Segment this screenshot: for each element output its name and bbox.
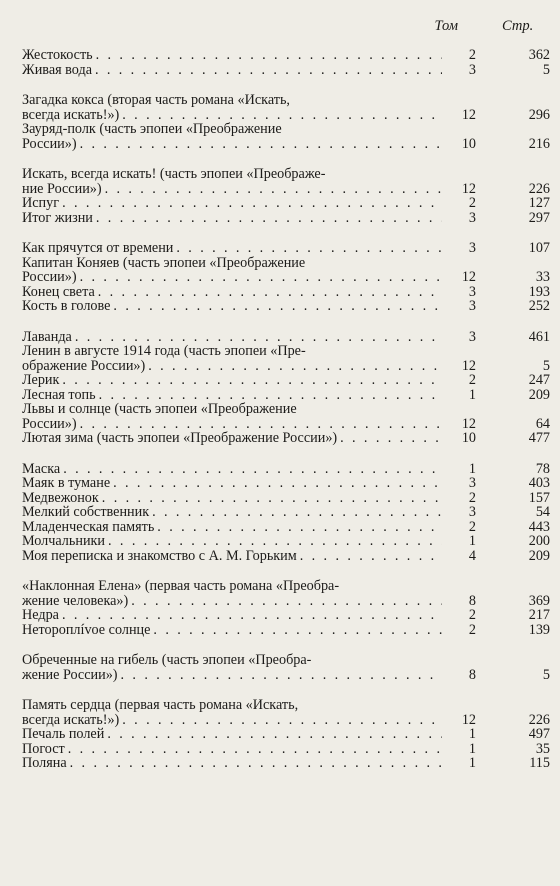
entry-title-line: Нетороплívое солнце: [22, 621, 151, 638]
entry-volume: 3: [468, 298, 476, 314]
entry-page: 297: [528, 209, 550, 226]
index-entry: [22, 344, 550, 373]
index-entry: [22, 48, 550, 63]
entry-page: 362: [528, 47, 550, 63]
dot-leader: [75, 330, 442, 345]
entry-page: 139: [528, 621, 550, 638]
entry-title-line: «Наклонная Елена» (первая часть романа «Преобра-: [22, 578, 340, 594]
entry-page: 369: [528, 592, 550, 609]
index-group: [22, 241, 550, 314]
entry-title-line: Обреченные на гибель (часть эпопеи «Преобра-: [22, 652, 312, 668]
entry-volume: 2: [468, 621, 476, 638]
entry-title-line: Испуг: [22, 195, 60, 211]
dot-leader: [62, 196, 442, 211]
entry-page: 403: [528, 475, 550, 491]
entry-title-line: Лютая зима (часть эпопеи «Преображение России»): [22, 430, 338, 446]
dot-leader: [113, 476, 442, 491]
index-entries: [22, 48, 550, 787]
entry-page: 5: [542, 357, 550, 374]
index-entry: [22, 330, 550, 345]
dot-leader: [148, 359, 442, 374]
entry-title-line: Печаль полей: [22, 726, 105, 742]
entry-title-line: Конец света: [22, 283, 95, 300]
entry-title-line: всегда искать!»): [22, 711, 120, 728]
volume-column-header: Том: [434, 18, 458, 34]
dot-leader: [108, 534, 442, 549]
index-entry: [22, 299, 550, 314]
entry-volume: 12: [461, 269, 476, 285]
dot-leader: [107, 727, 442, 742]
dot-leader: [113, 299, 442, 314]
dot-leader: [176, 241, 442, 256]
entry-volume: 8: [468, 592, 476, 609]
entry-page: 497: [528, 726, 550, 742]
dot-leader: [80, 270, 442, 285]
entry-volume: 1: [468, 726, 476, 742]
index-entry: [22, 402, 550, 431]
index-entry: [22, 727, 550, 742]
entry-page: 33: [535, 269, 550, 285]
index-entry: [22, 623, 550, 638]
index-group: [22, 698, 550, 771]
entry-page: 193: [528, 283, 550, 300]
index-group: [22, 579, 550, 637]
dot-leader: [68, 742, 442, 757]
entry-volume: 3: [468, 283, 476, 300]
entry-volume: 3: [468, 328, 476, 345]
entry-title-line: Медвежонок: [22, 489, 99, 506]
dot-leader: [122, 108, 442, 123]
entry-title-line: Маяк в тумане: [22, 475, 111, 491]
index-entry: [22, 167, 550, 196]
entry-title-line: ние России»): [22, 180, 102, 197]
index-entry: [22, 520, 550, 535]
index-entry: [22, 431, 550, 446]
index-entry: [22, 756, 550, 771]
dot-leader: [96, 211, 442, 226]
dot-leader: [157, 520, 442, 535]
dot-leader: [96, 48, 442, 63]
entry-title-line: Жестокость: [22, 47, 93, 63]
dot-leader: [80, 417, 442, 432]
entry-title-line: России»): [22, 135, 77, 152]
entry-volume: 3: [468, 209, 476, 226]
entry-volume: 4: [468, 547, 476, 564]
entry-title-line: Ленин в августе 1914 года (часть эпопеи «Пре-: [22, 343, 306, 359]
entry-page: 200: [528, 533, 550, 549]
entry-page: 209: [528, 547, 550, 564]
index-entry: [22, 579, 550, 608]
entry-title-line: Память сердца (первая часть романа «Искать,: [22, 697, 299, 713]
dot-leader: [153, 623, 442, 638]
index-entry: [22, 63, 550, 78]
entry-volume: 3: [468, 240, 476, 256]
index-entry: [22, 241, 550, 256]
entry-title-line: Лесная топь: [22, 386, 96, 403]
index-entry: [22, 742, 550, 757]
entry-title-line: жение человека»): [22, 592, 129, 609]
entry-title-line: Искать, всегда искать! (часть эпопеи «Преображе-: [22, 166, 326, 182]
index-entry: [22, 462, 550, 477]
dot-leader: [98, 285, 442, 300]
entry-page: 127: [528, 195, 550, 211]
dot-leader: [80, 137, 442, 152]
entry-volume: 3: [468, 504, 476, 520]
entry-title-line: Как прячутся от времени: [22, 240, 174, 256]
entry-title-line: Живая вода: [22, 61, 92, 78]
entry-title-line: Львы и солнце (часть эпопеи «Преображение: [22, 401, 297, 417]
index-group: [22, 93, 550, 151]
index-entry: [22, 476, 550, 491]
index-entry: [22, 698, 550, 727]
entry-volume: 1: [468, 460, 476, 477]
dot-leader: [70, 756, 442, 771]
entry-page: 247: [528, 372, 550, 388]
entry-title-line: Лаванда: [22, 328, 72, 345]
entry-page: 5: [542, 61, 550, 78]
entry-volume: 2: [468, 195, 476, 211]
entry-title-line: Погост: [22, 740, 65, 757]
entry-page: 54: [535, 504, 550, 520]
entry-title-line: Недра: [22, 607, 59, 623]
entry-title-line: Младенческая память: [22, 518, 155, 535]
entry-title-line: Зауряд-полк (часть эпопеи «Преображение: [22, 121, 282, 137]
entry-title-line: Мелкий собственник: [22, 504, 150, 520]
index-group: [22, 167, 550, 225]
entry-page: 296: [528, 106, 550, 123]
entry-title-line: Загадка кокса (вторая часть романа «Искать,: [22, 92, 290, 108]
entry-title-line: Молчальники: [22, 533, 106, 549]
entry-title-line: Капитан Коняев (часть эпопеи «Преображение: [22, 254, 306, 271]
entry-volume: 2: [468, 607, 476, 623]
index-entry: [22, 285, 550, 300]
dot-leader: [63, 462, 442, 477]
entry-volume: 12: [461, 180, 476, 197]
dot-leader: [105, 182, 442, 197]
entry-page: 107: [528, 240, 550, 256]
dot-leader: [131, 594, 442, 609]
entry-page: 64: [535, 415, 550, 432]
entry-title-line: жение России»): [22, 666, 118, 683]
page-column-header: Стр.: [502, 18, 534, 34]
entry-page: 226: [528, 180, 550, 197]
entry-page: 217: [528, 607, 550, 623]
dot-leader: [99, 388, 442, 403]
dot-leader: [102, 491, 442, 506]
entry-title-line: Кость в голове: [22, 298, 111, 314]
entry-volume: 12: [461, 711, 476, 728]
entry-page: 157: [528, 489, 550, 506]
entry-page: 209: [528, 386, 550, 403]
entry-volume: 2: [468, 47, 476, 63]
entry-title-line: ображение России»): [22, 357, 146, 374]
index-entry: [22, 93, 550, 122]
entry-page: 252: [528, 298, 550, 314]
index-group: [22, 462, 550, 564]
index-entry: [22, 196, 550, 211]
entry-volume: 2: [468, 518, 476, 535]
entry-volume: 1: [468, 740, 476, 757]
entry-volume: 3: [468, 475, 476, 491]
index-entry: [22, 549, 550, 564]
dot-leader: [62, 373, 442, 388]
entry-title-line: всегда искать!»): [22, 106, 120, 123]
entry-volume: 1: [468, 755, 476, 771]
index-group: [22, 48, 550, 77]
index-entry: [22, 373, 550, 388]
entry-page: 35: [535, 740, 550, 757]
entry-page: 477: [528, 430, 550, 446]
entry-volume: 12: [461, 357, 476, 374]
entry-volume: 1: [468, 386, 476, 403]
entry-page: 216: [528, 135, 550, 152]
entry-page: 78: [535, 460, 550, 477]
entry-volume: 2: [468, 372, 476, 388]
entry-title-line: Маска: [22, 460, 61, 477]
index-group: [22, 330, 550, 446]
entry-volume: 12: [461, 106, 476, 123]
dot-leader: [122, 713, 442, 728]
entry-volume: 10: [461, 135, 476, 152]
entry-page: 226: [528, 711, 550, 728]
entry-volume: 12: [461, 415, 476, 432]
index-entry: [22, 122, 550, 151]
index-entry: [22, 211, 550, 226]
entry-title-line: России»): [22, 269, 77, 285]
index-entry: [22, 505, 550, 520]
index-entry: [22, 534, 550, 549]
entry-page: 5: [542, 666, 550, 683]
dot-leader: [62, 608, 442, 623]
index-entry: [22, 491, 550, 506]
entry-title-line: Лерик: [22, 372, 60, 388]
entry-page: 443: [528, 518, 550, 535]
dot-leader: [95, 63, 442, 78]
entry-volume: 8: [468, 666, 476, 683]
entry-volume: 1: [468, 533, 476, 549]
dot-leader: [340, 431, 442, 446]
dot-leader: [300, 549, 442, 564]
entry-title-line: Моя переписка и знакомство с А. М. Горьким: [22, 547, 297, 564]
entry-title-line: Итог жизни: [22, 209, 93, 226]
index-group: [22, 653, 550, 682]
entry-volume: 3: [468, 61, 476, 78]
entry-page: 461: [528, 328, 550, 345]
entry-page: 115: [529, 755, 550, 771]
index-entry: [22, 608, 550, 623]
entry-volume: 2: [468, 489, 476, 506]
entry-title-line: России»): [22, 415, 77, 432]
entry-volume: 10: [461, 430, 476, 446]
index-entry: [22, 256, 550, 285]
dot-leader: [121, 668, 442, 683]
index-entry: [22, 653, 550, 682]
entry-title-line: Поляна: [22, 755, 67, 771]
dot-leader: [152, 505, 442, 520]
index-entry: [22, 388, 550, 403]
